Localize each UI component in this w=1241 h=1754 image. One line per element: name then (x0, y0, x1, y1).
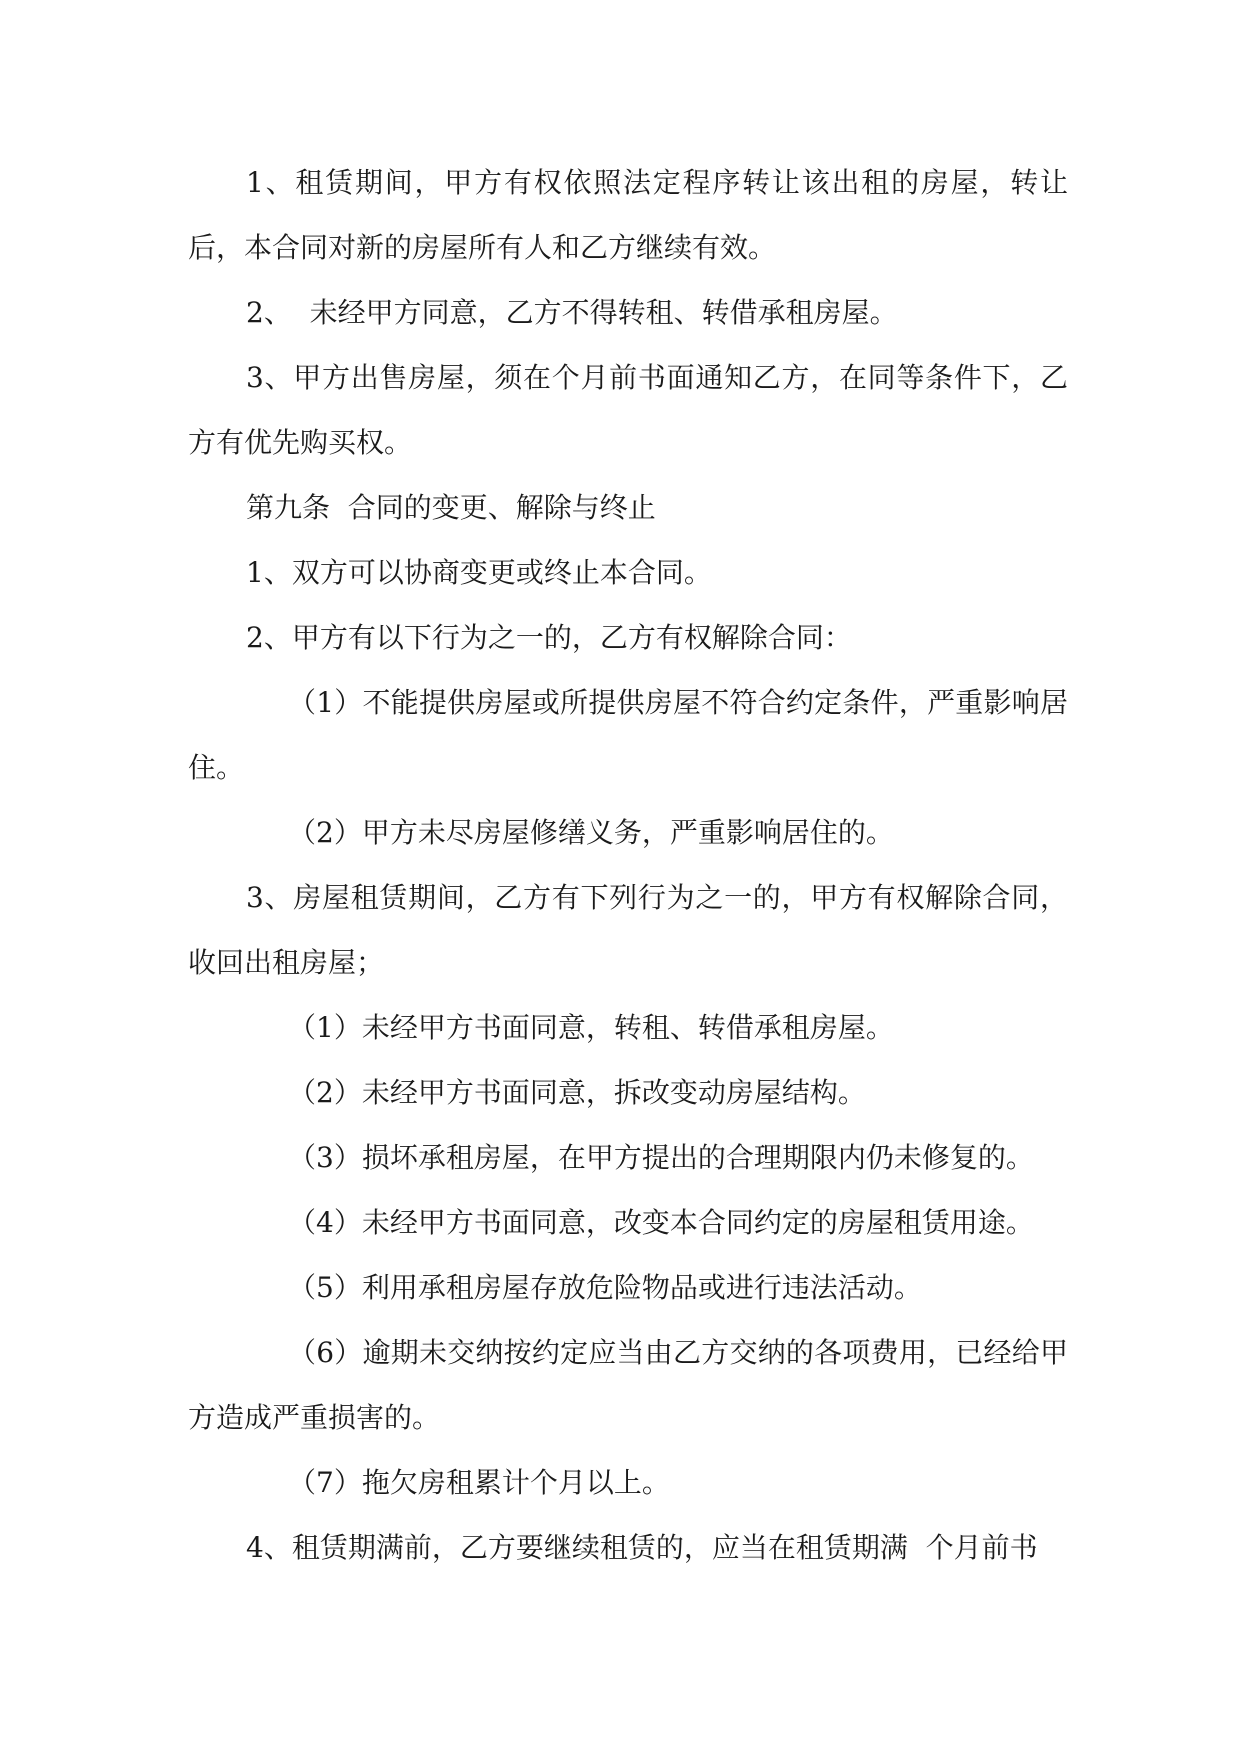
paragraph-mutual-change: 1、双方可以协商变更或终止本合同。 (246, 556, 712, 589)
paragraph-renewal: 4、租赁期满前，乙方要继续租赁的，应当在租赁期满 个月前书 (246, 1531, 1038, 1564)
list-item: （4）未经甲方书面同意，改变本合同约定的房屋租赁用途。 (288, 1206, 1034, 1239)
contract-body (188, 150, 1068, 1580)
list-item: （6）逾期未交纳按约定应当由乙方交纳的各项费用，已经给甲方造成严重损害的。 (188, 1336, 1068, 1434)
list-item: （7）拖欠房租累计个月以上。 (288, 1466, 670, 1499)
list-item: （1）不能提供房屋或所提供房屋不符合约定条件，严重影响居住。 (188, 686, 1068, 784)
list-item: （2）未经甲方书面同意，拆改变动房屋结构。 (288, 1076, 866, 1109)
article-9-heading: 第九条 合同的变更、解除与终止 (246, 491, 656, 524)
paragraph-no-sublet: 2、 未经甲方同意，乙方不得转租、转借承租房屋。 (246, 296, 898, 329)
list-item: （2）甲方未尽房屋修缮义务，严重影响居住的。 (288, 816, 894, 849)
paragraph-sale-notice: 3、甲方出售房屋，须在个月前书面通知乙方，在同等条件下，乙方有优先购买权。 (188, 361, 1068, 459)
paragraph-landlord-termination: 3、房屋租赁期间，乙方有下列行为之一的，甲方有权解除合同，收回出租房屋； (188, 881, 1068, 979)
list-item: （1）未经甲方书面同意，转租、转借承租房屋。 (288, 1011, 894, 1044)
list-item: （5）利用承租房屋存放危险物品或进行违法活动。 (288, 1271, 922, 1304)
paragraph-transfer-right: 1、租赁期间，甲方有权依照法定程序转让该出租的房屋，转让后，本合同对新的房屋所有人和乙方继续有效。 (188, 166, 1068, 264)
list-item: （3）损坏承租房屋，在甲方提出的合理期限内仍未修复的。 (288, 1141, 1034, 1174)
paragraph-tenant-termination: 2、甲方有以下行为之一的，乙方有权解除合同： (246, 621, 852, 654)
